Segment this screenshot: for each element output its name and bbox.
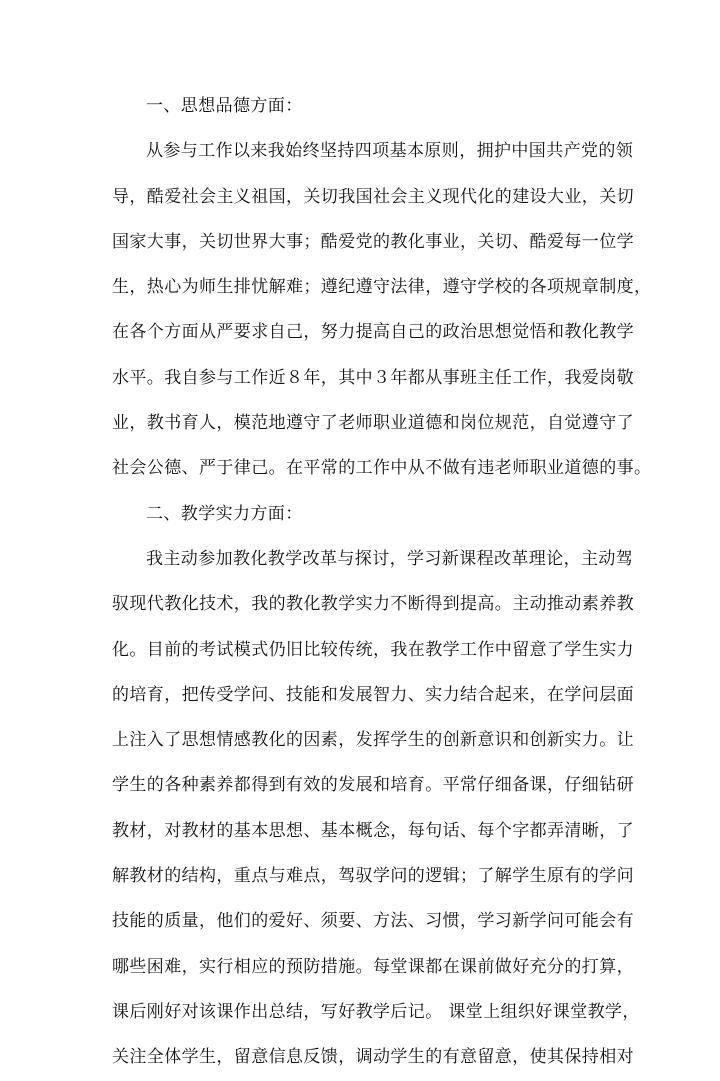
paragraph-line: 上注入了思想情感教化的因素，发挥学生的创新意识和创新实力。让	[112, 730, 634, 751]
document-body	[112, 84, 652, 1081]
paragraph-line: 哪些困难，实行相应的预防措施。每堂课都在课前做好充分的打算，	[112, 956, 634, 977]
paragraph-line: 解教材的结构，重点与难点，驾驭学问的逻辑；了解学生原有的学问	[112, 866, 634, 887]
paragraph-line: 生，热心为师生排忧解难；遵纪遵守法律，遵守学校的各项规章制度，	[112, 277, 652, 298]
section-heading-teaching: 二、教学实力方面：	[146, 503, 303, 524]
paragraph-line: 教材，对教材的基本思想、基本概念，每句话、每个字都弄清晰，了	[112, 820, 634, 841]
paragraph-line: 社会公德、严于律己。在平常的工作中从不做有违老师职业道德的事。	[112, 458, 652, 479]
paragraph-line: 国家大事，关切世界大事；酷爱党的教化事业，关切、酷爱每一位学	[112, 231, 634, 252]
paragraph-line: 导，酷爱社会主义祖国，关切我国社会主义现代化的建设大业，关切	[112, 186, 634, 207]
section-heading-moral: 一、思想品德方面：	[146, 96, 303, 116]
paragraph-line: 从参与工作以来我始终坚持四项基本原则，拥护中国共产党的领	[146, 141, 634, 162]
paragraph-line: 化。目前的考试模式仍旧比较传统，我在教学工作中留意了学生实力	[112, 639, 634, 660]
paragraph-line: 学生的各种素养都得到有效的发展和培育。平常仔细备课，仔细钻研	[112, 775, 634, 796]
paragraph-line: 业，教书育人，模范地遵守了老师职业道德和岗位规范，自觉遵守了	[112, 413, 634, 434]
paragraph-line: 驭现代教化技术，我的教化教学实力不断得到提高。主动推动素养教	[112, 594, 634, 615]
paragraph-line: 我主动参加教化教学改革与探讨，学习新课程改革理论，主动驾	[146, 548, 634, 569]
paragraph-line: 关注全体学生，留意信息反馈，调动学生的有意留意，使其保持相对	[112, 1047, 634, 1068]
paragraph-line: 水平。我自参与工作近８年，其中３年都从事班主任工作，我爱岗敬	[112, 367, 634, 388]
paragraph-line: 技能的质量，他们的爱好、须要、方法、习惯，学习新学问可能会有	[112, 911, 634, 932]
paragraph-line: 课后刚好对该课作出总结，写好教学后记。 课堂上组织好课堂教学，	[112, 1001, 640, 1022]
paragraph-line: 在各个方面从严要求自己，努力提高自己的政治思想觉悟和教化教学	[112, 322, 634, 343]
paragraph-line: 的培育，把传受学问、技能和发展智力、实力结合起来，在学问层面	[112, 684, 634, 705]
